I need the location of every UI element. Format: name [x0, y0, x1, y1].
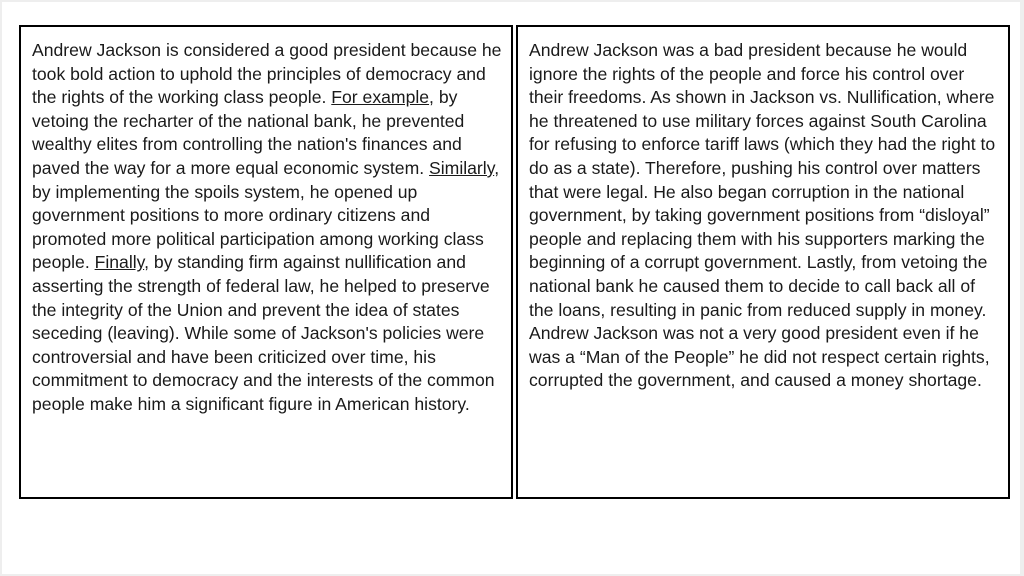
left-text-segment: , by standing firm against nullification and asserting the strength of federal law, he helped to preserve the integrity of the Union and prevent the idea of states seceding (leaving). While some of Jackson's policies were controversial and have been criticized over time, his commitment to democracy and the interests of the common people make him a significant figure in American history.: [32, 252, 495, 414]
transition-similarly: Similarly: [429, 157, 495, 178]
slide-canvas: [2, 2, 1020, 574]
left-text-segment: , by implementing the spoils system, he opened up government positions to more ordinary citizens and promoted more political participation among working class people.: [32, 157, 500, 273]
right-paragraph: Andrew Jackson was a bad president because he would ignore the rights of the people and force his control over their freedoms. As shown in Jackson vs. Nullification, where he threatened to use military forces against South Carolina for refusing to enforce tariff laws (which they had the right to do as a state). Therefore, pushing his control over matters that were legal. He also began corruption in the national government, by taking government positions from “disloyal” people and replacing them with his supporters marking the beginning of a corrupt government. Lastly, from vetoing the national bank he caused them to decide to call back all of the loans, resulting in panic from reduced supply in money. Andrew Jackson was not a very good president even if he was a “Man of the People” he did not respect certain rights, corrupted the government, and caused a money shortage.: [529, 40, 996, 391]
transition-finally: Finally: [94, 252, 145, 273]
left-text-segment: Andrew Jackson is considered a good president because he took bold action to uphold the principles of democracy and the rights of the working class people.: [32, 40, 502, 108]
left-text-segment: , by vetoing the recharter of the national bank, he prevented wealthy elites from controlling the nation's finances and paved the way for a more equal economic system.: [32, 87, 465, 178]
right-text-box[interactable]: [516, 25, 1010, 499]
transition-for-example: For example: [331, 87, 430, 108]
left-text-box[interactable]: [19, 25, 513, 499]
left-paragraph: [21, 27, 511, 417]
